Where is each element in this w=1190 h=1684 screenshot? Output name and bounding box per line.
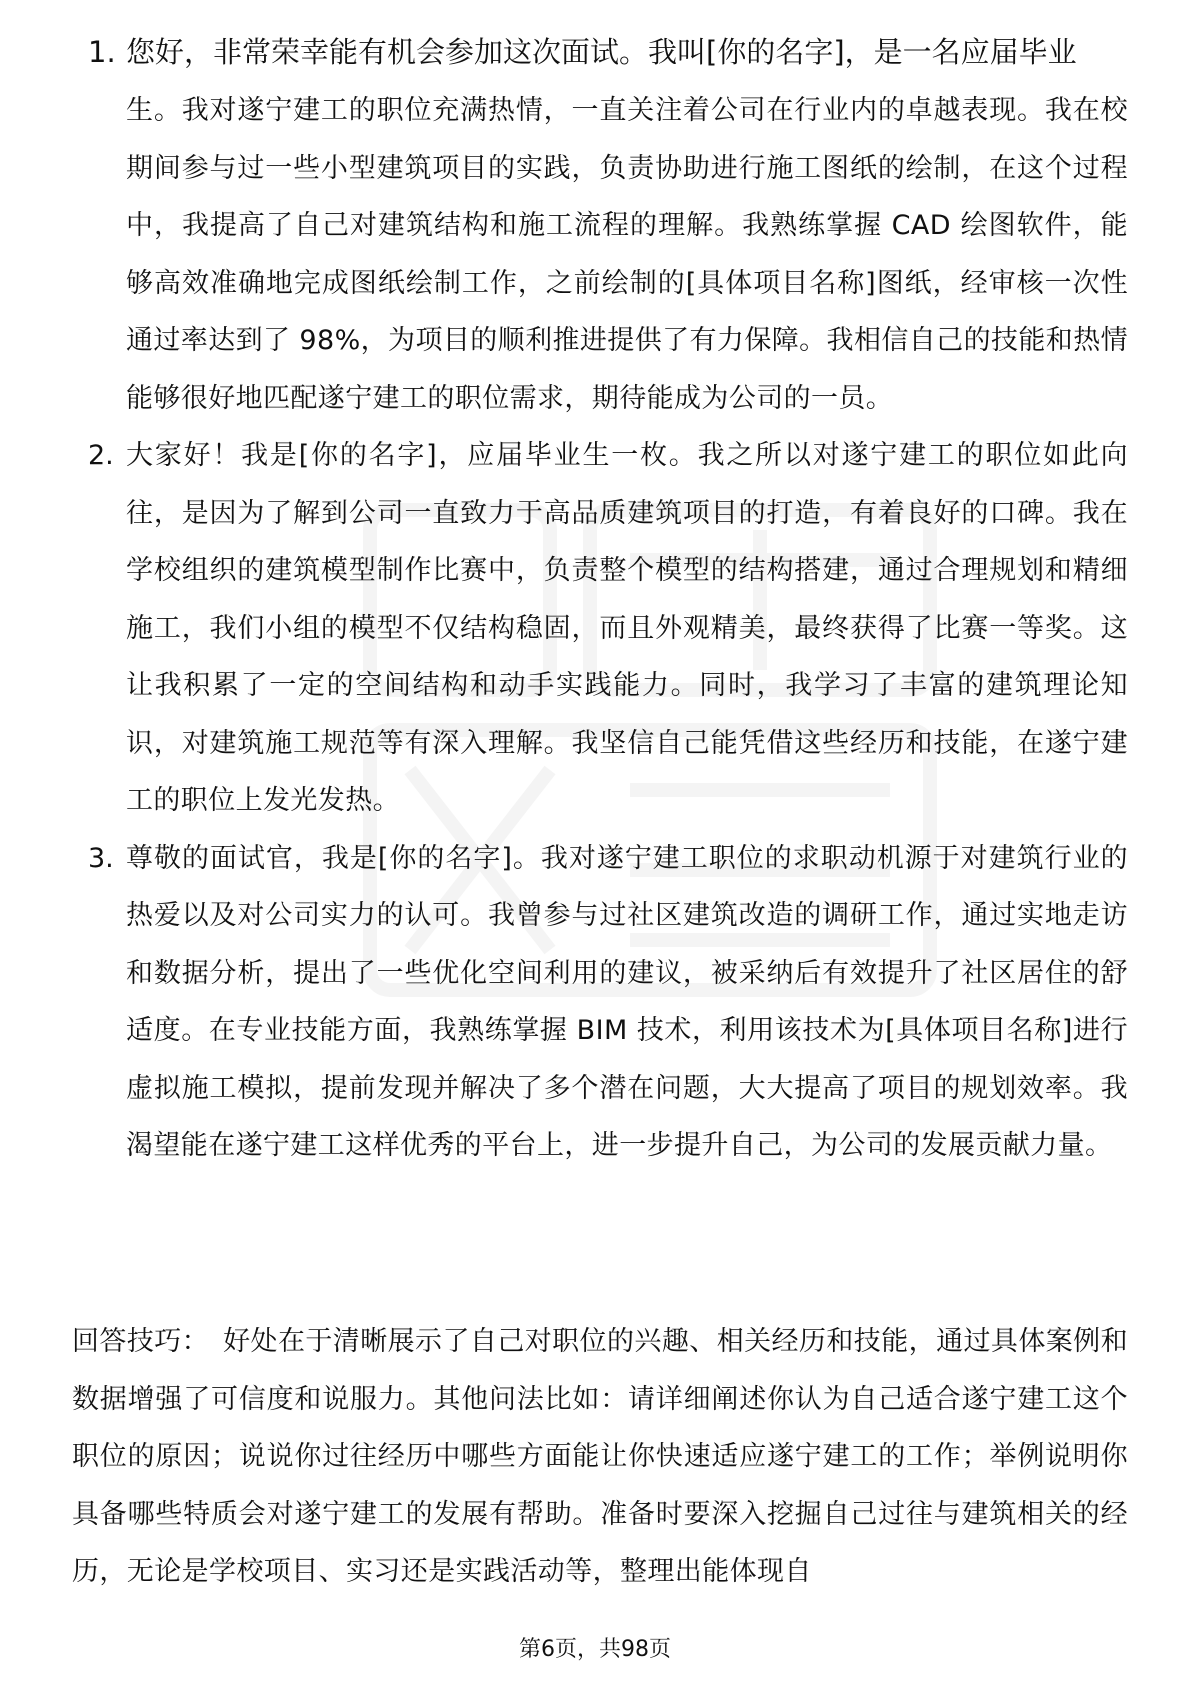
answer-item-2 [88, 427, 1128, 830]
answer-item-3 [88, 830, 1128, 1175]
answer-tips-paragraph [72, 1313, 1128, 1601]
tips-text: 好处在于清晰展示了自己对职位的兴趣、相关经历和技能，通过具体案例和数据增强了可信度和说服力。其他问法比如：请详细阐述你认为自己适合遂宁建工这个职位的原因；说说你过往经历中哪些方面能让你快速适应遂宁建工的工作；举例说明你具备哪些特质会对遂宁建工的发展有帮助。准备时要深入挖掘自己过往与建筑相关的经历，无论是学校项目、实习还是实践活动等，整理出能体现自 [72, 1326, 1128, 1587]
page-number: 第6页，共98页 [519, 1637, 671, 1662]
answer-text: 生。我对遂宁建工的职位充满热情，一直关注着公司在行业内的卓越表现。我在校期间参与过一些小型建筑项目的实践，负责协助进行施工图纸的绘制，在这个过程中，我提高了自己对建筑结构和施工流程的理解。我熟练掌握 CAD 绘图软件，能够高效准确地完成图纸绘制工作，之前绘制的[具体项目名称]图纸，经审核一次性通过率达到了 98%，为项目的顺利推进提供了有力保障。我相信自己的技能和热情能够很好地匹配遂宁建工的职位需求，期待能成为公司的一员。 [126, 95, 1128, 414]
cut-off-first-line [88, 24, 1128, 68]
tips-label: 回答技巧： [72, 1326, 210, 1357]
answer-list [88, 82, 1128, 1175]
answer-item-1 [88, 82, 1128, 427]
cut-off-line-text: 您好，非常荣幸能有机会参加这次面试。我叫[你的名字]，是一名应届毕业 [126, 35, 1077, 68]
answer-text: 大家好！我是[你的名字]，应届毕业生一枚。我之所以对遂宁建工的职位如此向往，是因为了解到公司一直致力于高品质建筑项目的打造，有着良好的口碑。我在学校组织的建筑模型制作比赛中，负责整个模型的结构搭建，通过合理规划和精细施工，我们小组的模型不仅结构稳固，而且外观精美，最终获得了比赛一等奖。这让我积累了一定的空间结构和动手实践能力。同时，我学习了丰富的建筑理论知识，对建筑施工规范等有深入理解。我坚信自己能凭借这些经历和技能，在遂宁建工的职位上发光发热。 [126, 440, 1128, 816]
answer-text: 尊敬的面试官，我是[你的名字]。我对遂宁建工职位的求职动机源于对建筑行业的热爱以及对公司实力的认可。我曾参与过社区建筑改造的调研工作，通过实地走访和数据分析，提出了一些优化空间利用的建议，被采纳后有效提升了社区居住的舒适度。在专业技能方面，我熟练掌握 BIM 技术，利用该技术为[具体项目名称]进行虚拟施工模拟，提前发现并解决了多个潜在问题，大大提高了项目的规划效率。我渴望能在遂宁建工这样优秀的平台上，进一步提升自己，为公司的发展贡献力量。 [126, 842, 1128, 1161]
list-number: 3. [88, 842, 114, 874]
list-number: 1. [88, 35, 116, 68]
list-number: 2. [88, 440, 114, 471]
